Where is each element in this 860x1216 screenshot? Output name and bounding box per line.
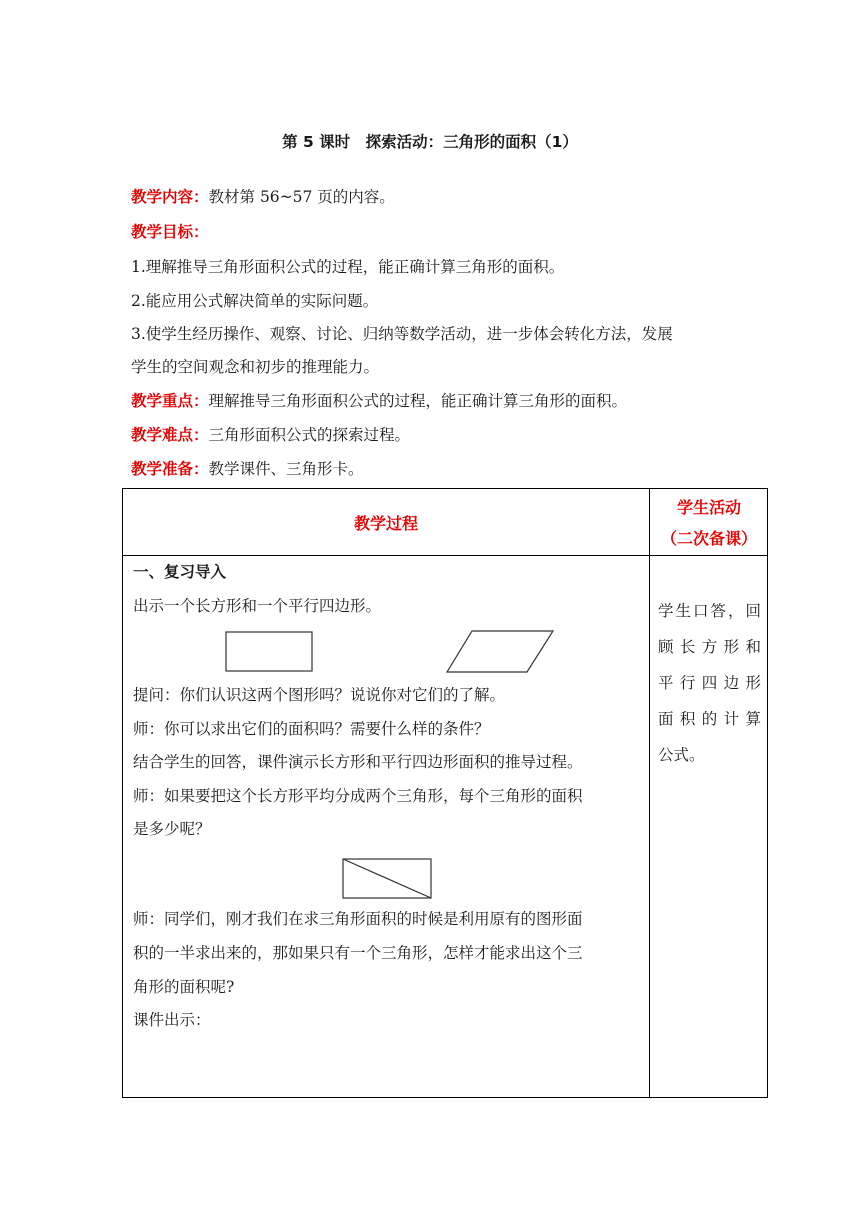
goal-3: 3.使学生经历操作、观察、讨论、归纳等数学活动，进一步体会转化方法，发展 <box>131 325 673 343</box>
teaching-key-text: 理解推导三角形面积公式的过程，能正确计算三角形的面积。 <box>208 392 628 410</box>
teaching-prep-text: 教学课件、三角形卡。 <box>208 460 364 478</box>
side-line-5: 公式。 <box>658 746 705 764</box>
page-title: 第 5 课时 探索活动：三角形的面积（1） <box>282 133 578 151</box>
process-line-3: 师：你可以求出它们的面积吗？需要什么样的条件？ <box>133 720 490 738</box>
process-line-8: 积的一半求出来的，那如果只有一个三角形，怎样才能求出这个三 <box>133 944 583 962</box>
header-teaching-process: 教学过程 <box>353 514 418 533</box>
header-side-line2: （二次备课） <box>660 529 757 548</box>
teaching-prep-label: 教学准备： <box>131 460 209 478</box>
process-line-5: 师：如果要把这个长方形平均分成两个三角形，每个三角形的面积 <box>133 787 583 805</box>
goal-3-continued: 学生的空间观念和初步的推理能力。 <box>131 358 380 376</box>
student-activity-text <box>658 593 761 773</box>
column-divider <box>649 489 650 1097</box>
process-line-9: 角形的面积呢? <box>133 978 235 996</box>
teaching-goals-label: 教学目标： <box>131 223 209 241</box>
teaching-difficulty-label: 教学难点： <box>131 426 209 444</box>
section-review-intro: 一、复习导入 <box>133 563 227 581</box>
side-line-3: 平行四边形 <box>658 674 761 692</box>
process-line-6: 是多少呢？ <box>133 820 211 838</box>
process-line-2: 提问：你们认识这两个图形吗？说说你对它们的了解。 <box>133 686 506 704</box>
header-side-line1: 学生活动 <box>676 498 741 517</box>
header-divider <box>123 555 767 556</box>
side-line-1: 学生口答，回 <box>658 602 761 620</box>
side-line-4: 面积的计算 <box>658 710 761 728</box>
process-line-10: 课件出示： <box>133 1011 211 1029</box>
teaching-content-row <box>131 187 395 207</box>
parallelogram-figure <box>445 629 557 677</box>
process-line-4: 结合学生的回答，课件演示长方形和平行四边形面积的推导过程。 <box>133 753 583 771</box>
side-line-2: 顾长方形和 <box>658 638 761 656</box>
teaching-content-text: 教材第 56~57 页的内容。 <box>208 188 395 206</box>
process-line-7: 师：同学们，刚才我们在求三角形面积的时候是利用原有的图形面 <box>133 910 583 928</box>
rectangle-figure <box>223 629 319 677</box>
header-student-activity <box>650 492 768 554</box>
lesson-table <box>122 488 768 1098</box>
teaching-difficulty-row <box>131 425 410 445</box>
teaching-content-label: 教学内容： <box>131 188 209 206</box>
divided-rectangle-figure <box>340 856 434 902</box>
process-line-1: 出示一个长方形和一个平行四边形。 <box>133 597 382 615</box>
goal-2: 2.能应用公式解决简单的实际问题。 <box>131 292 379 310</box>
teaching-difficulty-text: 三角形面积公式的探索过程。 <box>208 426 411 444</box>
goal-1: 1.理解推导三角形面积公式的过程，能正确计算三角形的面积。 <box>131 258 565 276</box>
teaching-key-label: 教学重点： <box>131 392 209 410</box>
teaching-prep-row <box>131 459 364 479</box>
teaching-key-row <box>131 391 627 411</box>
